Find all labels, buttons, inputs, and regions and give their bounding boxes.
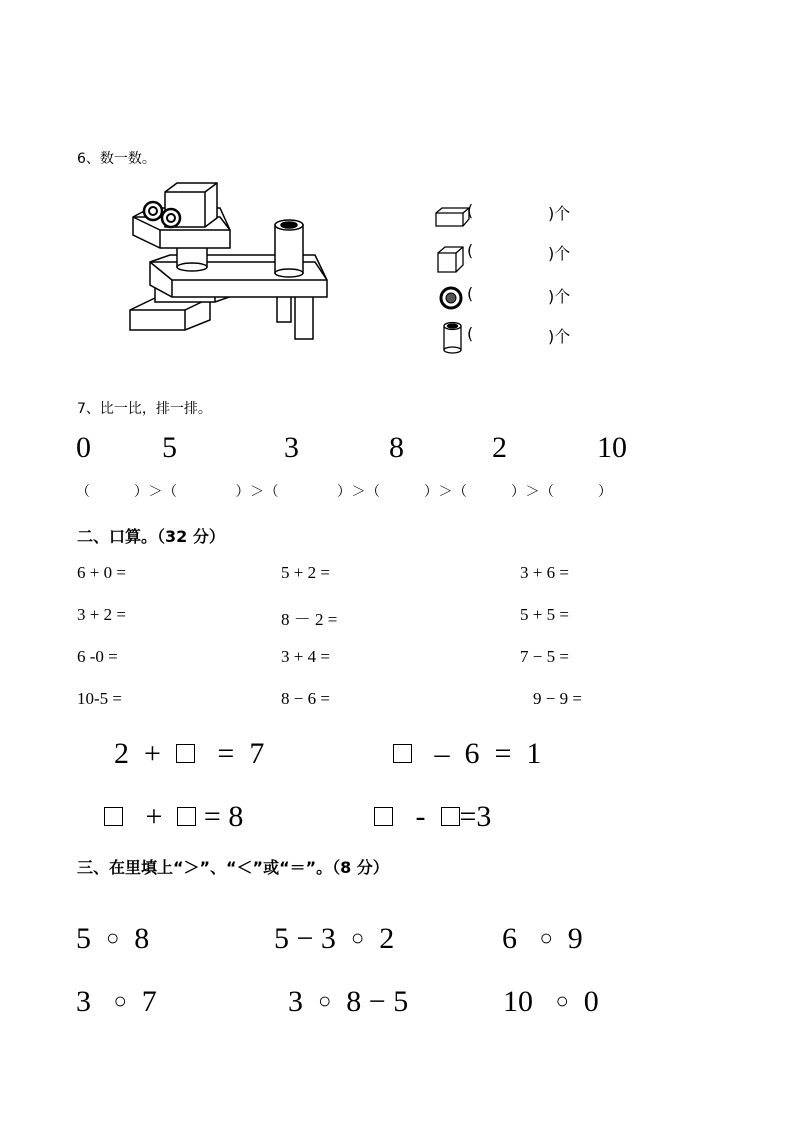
calc-item: 8 − 6 = (281, 689, 330, 708)
eq-equals-result: =3 (459, 800, 492, 833)
eq-result: 7 (249, 737, 265, 770)
answer-box[interactable] (176, 744, 195, 763)
answer-box[interactable] (393, 744, 412, 763)
answer-box[interactable] (177, 807, 196, 826)
compare-circle[interactable]: ○ (555, 988, 569, 1013)
count-open-paren: ( (467, 284, 474, 303)
q7-title: 7、比一比，排一排。 (77, 401, 212, 417)
calc-item: 5 + 2 = (281, 563, 330, 582)
sort-number: 8 (389, 431, 404, 464)
compare-right: 0 (583, 985, 599, 1018)
calc-item: 9 − 9 = (533, 689, 582, 708)
compare-circle[interactable]: ○ (350, 925, 365, 950)
block-stack-illustration (125, 180, 335, 342)
calc-item: 7 − 5 = (520, 647, 569, 666)
sort-number: 2 (492, 431, 507, 464)
compare-right: 9 (567, 922, 583, 955)
cuboid-icon (435, 206, 471, 228)
compare-item (76, 922, 149, 956)
eq-result: 1 (526, 737, 542, 770)
compare-right: 8 (134, 922, 150, 955)
box-equation-1 (114, 737, 264, 771)
count-close-label: )个 (548, 327, 571, 346)
eq-operator: – (434, 737, 450, 770)
compare-item (503, 985, 599, 1019)
compare-circle[interactable]: ○ (539, 925, 553, 950)
answer-box[interactable] (374, 807, 393, 826)
compare-right: 8 − 5 (346, 985, 409, 1018)
count-close-label: )个 (548, 287, 571, 306)
answer-box[interactable] (104, 807, 123, 826)
eq-operator: + (145, 800, 163, 833)
calc-item: 10-5 = (77, 689, 122, 708)
count-open-paren: ( (467, 241, 474, 260)
q6-title: 6、数一数。 (77, 151, 156, 167)
sort-number: 5 (162, 431, 177, 464)
count-close-label: )个 (548, 244, 571, 263)
count-open-paren: ( (467, 201, 474, 220)
compare-item (288, 985, 408, 1019)
compare-left: 10 (503, 985, 533, 1018)
eq-equals: = (217, 737, 235, 770)
compare-right: 2 (379, 922, 395, 955)
eq-operator: - (415, 800, 426, 833)
calc-item: 8 － 2 = (281, 610, 338, 629)
calc-item: 3 + 6 = (520, 563, 569, 582)
order-answer-line: （ ）＞（ ）＞（ ）＞（ ）＞（ ）＞（ ） (76, 484, 613, 500)
section2-title: 二、口算。（32 分） (77, 527, 225, 546)
sort-number: 3 (284, 431, 299, 464)
compare-circle[interactable]: ○ (318, 988, 332, 1013)
calc-item: 6 + 0 = (77, 563, 126, 582)
compare-left: 3 (76, 985, 91, 1018)
calc-item: 3 + 4 = (281, 647, 330, 666)
cylinder-icon (441, 321, 465, 355)
eq-number: 2 (114, 737, 129, 770)
section3-title: 三、在里填上“＞”、“＜”或“＝”。（8 分） (77, 858, 389, 877)
eq-equals-result: = 8 (203, 800, 244, 833)
count-open-paren: ( (467, 324, 474, 343)
sort-number: 0 (76, 431, 91, 464)
box-equation-4 (374, 800, 491, 834)
compare-left: 3 (288, 985, 303, 1018)
eq-number: 6 (464, 737, 480, 770)
compare-item (502, 922, 583, 956)
compare-item (274, 922, 394, 956)
eq-equals: = (494, 737, 512, 770)
calc-item: 5 + 5 = (520, 605, 569, 624)
cube-icon (437, 245, 465, 273)
eq-operator: + (144, 737, 161, 770)
box-equation-2 (393, 737, 541, 771)
compare-left: 5 (76, 922, 91, 955)
compare-right: 7 (141, 985, 157, 1018)
calc-item: 6 -0 = (77, 647, 118, 666)
answer-box[interactable] (441, 807, 460, 826)
sort-number: 10 (597, 431, 627, 464)
compare-left: 6 (502, 922, 517, 955)
count-close-label: )个 (548, 204, 571, 223)
box-equation-3 (104, 800, 243, 834)
compare-item (76, 985, 157, 1019)
calc-item: 3 + 2 = (77, 605, 126, 624)
compare-left: 5 − 3 (274, 922, 336, 955)
sphere-icon (439, 286, 463, 310)
compare-circle[interactable]: ○ (113, 988, 127, 1013)
compare-circle[interactable]: ○ (106, 925, 120, 950)
